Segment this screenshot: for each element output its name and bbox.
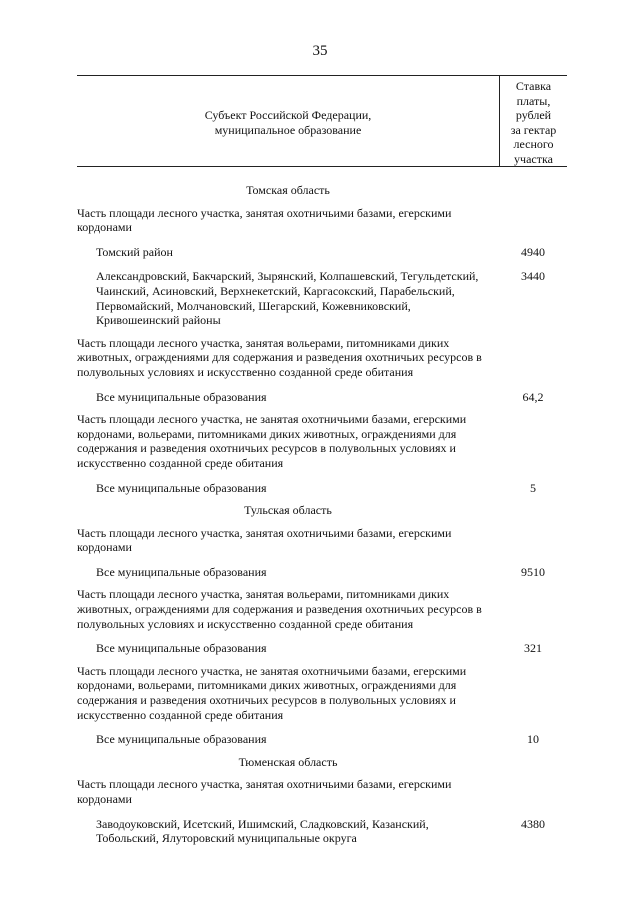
municipality-label: Все муниципальные образования (96, 480, 267, 495)
region-heading: Тульская область (244, 503, 332, 518)
category-label: Часть площади лесного участка, занятая вольерами, питомниками диких животных, ограждениями для содержания и разведения охотничьих ресурсов в полувольных условиях и искусственно созданной среде обитания (77, 587, 482, 631)
table-body (77, 167, 567, 846)
rate-value: 5 (530, 480, 536, 495)
header-rate-line: за гектар (510, 122, 557, 137)
municipality-row (77, 732, 567, 747)
municipality-row (77, 565, 567, 580)
region-heading: Тюменская область (238, 754, 338, 769)
category-row (77, 664, 567, 722)
header-rate-column (499, 76, 567, 166)
header-subject-line: муниципальное образование (214, 123, 362, 137)
header-subject-line: Субъект Российской Федерации, (204, 108, 372, 123)
category-row (77, 587, 567, 631)
category-label: Часть площади лесного участка, не занятая охотничьими базами, егерскими кордонами, вольерами, питомниками диких животных, ограждениями для содержания и разведения охотничьих ресурсов в полувольных условиях и искусственно созданной среде обитания (77, 412, 467, 470)
rate-value: 3440 (521, 269, 545, 284)
rate-value: 10 (527, 732, 539, 747)
header-rate-line: участка (514, 151, 553, 166)
header-rate-line: Ставка (515, 79, 552, 93)
category-row (77, 526, 567, 555)
rate-value: 321 (524, 641, 542, 656)
category-row (77, 777, 567, 806)
page-number: 35 (312, 43, 328, 59)
category-row (77, 336, 567, 380)
category-label: Часть площади лесного участка, занятая охотничьими базами, егерскими кордонами (77, 205, 452, 235)
table-header (77, 75, 567, 167)
municipality-label: Все муниципальные образования (96, 641, 267, 656)
municipality-label: Александровский, Бакчарский, Зырянский, Колпашевский, Тегульдетский, Чаинский, Асиновский, Верхнекетский, Каргасокский, Парабельский, Первомайский, Молчановский, Шегарский, Кожевниковский, Кривошеинский районы (96, 269, 479, 328)
rate-value: 4940 (521, 244, 545, 259)
category-label: Часть площади лесного участка, занятая охотничьими базами, егерскими кордонами (77, 777, 452, 806)
category-label: Часть площади лесного участка, не занятая охотничьими базами, егерскими кордонами, вольерами, питомниками диких животных, ограждениями для содержания и разведения охотничьих ресурсов в полувольных условиях и искусственно созданной среде обитания (77, 663, 467, 722)
category-label: Часть площади лесного участка, занятая вольерами, питомниками диких животных, ограждениями для содержания и разведения охотничьих ресурсов в полувольных условиях и искусственно созданной среде обитания (77, 335, 482, 379)
header-rate-line: платы, (516, 93, 551, 108)
rate-value: 64,2 (522, 389, 544, 404)
header-rate-line: лесного (513, 137, 554, 152)
municipality-row (77, 245, 567, 260)
municipality-row (77, 390, 567, 405)
rate-value: 9510 (521, 564, 545, 579)
municipality-row (77, 269, 567, 327)
municipality-row (77, 641, 567, 656)
category-row (77, 412, 567, 470)
rate-value: 4380 (521, 816, 545, 831)
municipality-label: Томский район (96, 244, 173, 259)
header-rate-line: рублей (515, 108, 552, 123)
header-subject-column (77, 76, 499, 166)
category-label: Часть площади лесного участка, занятая охотничьими базами, егерскими кордонами (77, 525, 452, 555)
municipality-label: Все муниципальные образования (96, 732, 267, 747)
municipality-row (77, 481, 567, 496)
municipality-label: Все муниципальные образования (96, 564, 267, 579)
category-row (77, 206, 567, 235)
municipality-label: Заводоуковский, Исетский, Ишимский, Сладковский, Казанский, Тобольский, Ялуторовский муниципальные округа (96, 816, 429, 846)
region-heading: Томская область (246, 183, 330, 197)
municipality-label: Все муниципальные образования (96, 389, 267, 404)
municipality-row (77, 817, 567, 846)
rates-table (77, 75, 567, 846)
